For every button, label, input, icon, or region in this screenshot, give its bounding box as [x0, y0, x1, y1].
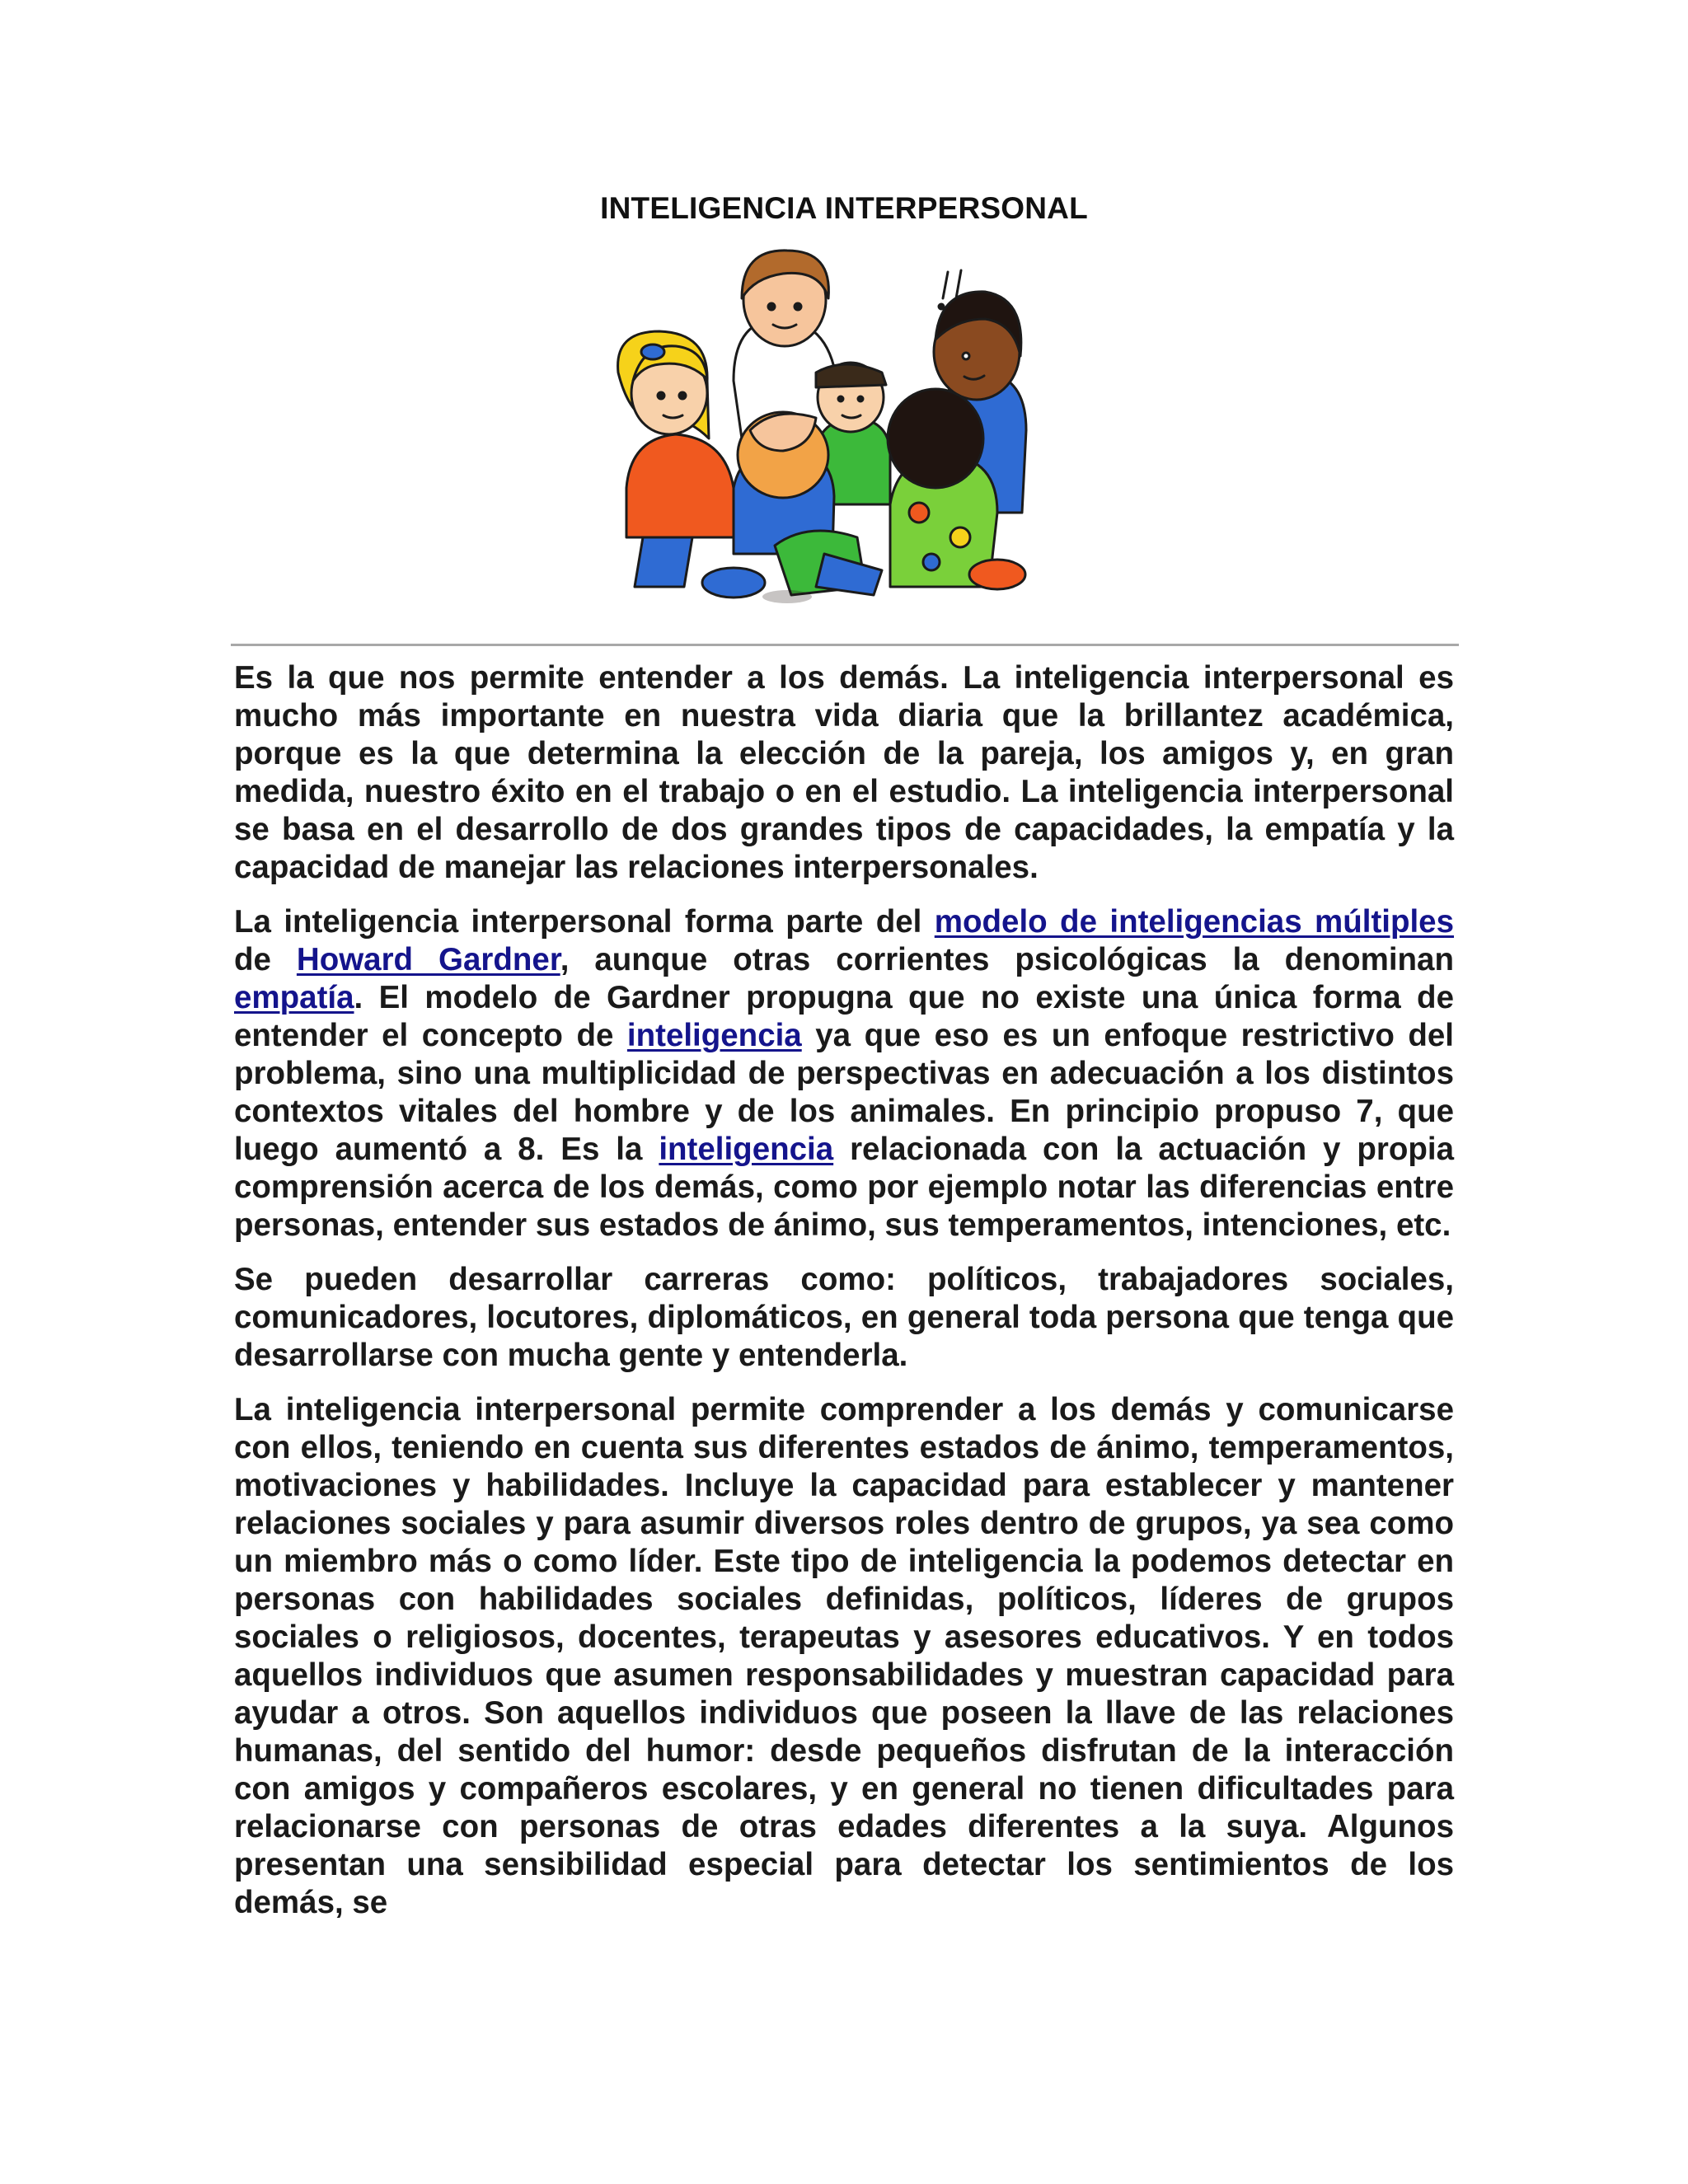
paragraph-2-text-5: ya que eso es un enfoque restrictivo del problema, sino una multiplicidad de perspectivas en adecuación a los distintos contextos vitales del hombre y de los animales. En principio propuso 7, que luego aumentó a 8. Es la — [234, 1018, 1454, 1167]
link-intelligence-1[interactable]: inteligencia — [626, 1018, 802, 1053]
paragraph-2 — [234, 903, 1454, 1244]
children-group-illustration — [610, 241, 1055, 603]
paragraph-2-text-3: , aunque otras corrientes psicológicas la denominan — [560, 942, 1454, 977]
horizontal-divider — [231, 644, 1459, 646]
paragraph-1: Es la que nos permite entender a los demás. La inteligencia interpersonal es mucho más importante en nuestra vida diaria que la brillantez académica, porque es la que determina la elección de la pareja, los amigos y, en gran medida, nuestro éxito en el trabajo o en el estudio. La inteligencia interpersonal se basa en el desarrollo de dos grandes tipos de capacidades, la empatía y la capacidad de manejar las relaciones interpersonales. — [234, 660, 1454, 885]
link-multiple-intelligences[interactable]: modelo de inteligencias múltiples — [934, 904, 1455, 940]
paragraph-4: La inteligencia interpersonal permite comprender a los demás y comunicarse con ellos, teniendo en cuenta sus diferentes estados de ánimo, temperamentos, motivaciones y habilidades. Incluye la capacidad para establecer y mantener relaciones sociales y para asumir diversos roles dentro de grupos, ya sea como un miembro más o como líder. Este tipo de inteligencia la podemos detectar en personas con habilidades sociales definidas, políticos, líderes de grupos sociales o religiosos, docentes, terapeutas y asesores educativos. Y en todos aquellos individuos que asumen responsabilidades y muestran capacidad para ayudar a otros. Son aquellos individuos que poseen la llave de las relaciones humanas, del sentido del humor: desde pequeños disfrutan de la interacción con amigos y compañeros escolares, y en general no tienen dificultades para relacionarse con personas de otras edades diferentes a la suya. Algunos presentan una sensibilidad especial para detectar los sentimientos de los demás, se — [234, 1392, 1454, 1920]
link-intelligence-2[interactable]: inteligencia — [659, 1132, 834, 1167]
link-howard-gardner[interactable]: Howard Gardner — [296, 942, 560, 977]
paragraph-2-text-4: . El modelo de Gardner propugna que no existe una única forma de entender el concepto de — [234, 980, 1454, 1053]
page-title: INTELIGENCIA INTERPERSONAL — [600, 191, 1088, 225]
paragraph-3: Se pueden desarrollar carreras como: políticos, trabajadores sociales, comunicadores, locutores, diplomáticos, en general toda persona que tenga que desarrollarse con mucha gente y entenderla. — [234, 1262, 1454, 1373]
paragraph-2-text-1: La inteligencia interpersonal forma parte del — [234, 904, 935, 940]
paragraph-2-text-6: relacionada con la actuación y propia comprensión acerca de los demás, como por ejemplo notar las diferencias entre personas, entender sus estados de ánimo, sus temperamentos, intenciones, etc. — [234, 1132, 1454, 1243]
paragraph-2-text-2: de — [234, 942, 297, 977]
link-empathy[interactable]: empatía — [234, 980, 354, 1015]
article-body — [234, 659, 1454, 1938]
